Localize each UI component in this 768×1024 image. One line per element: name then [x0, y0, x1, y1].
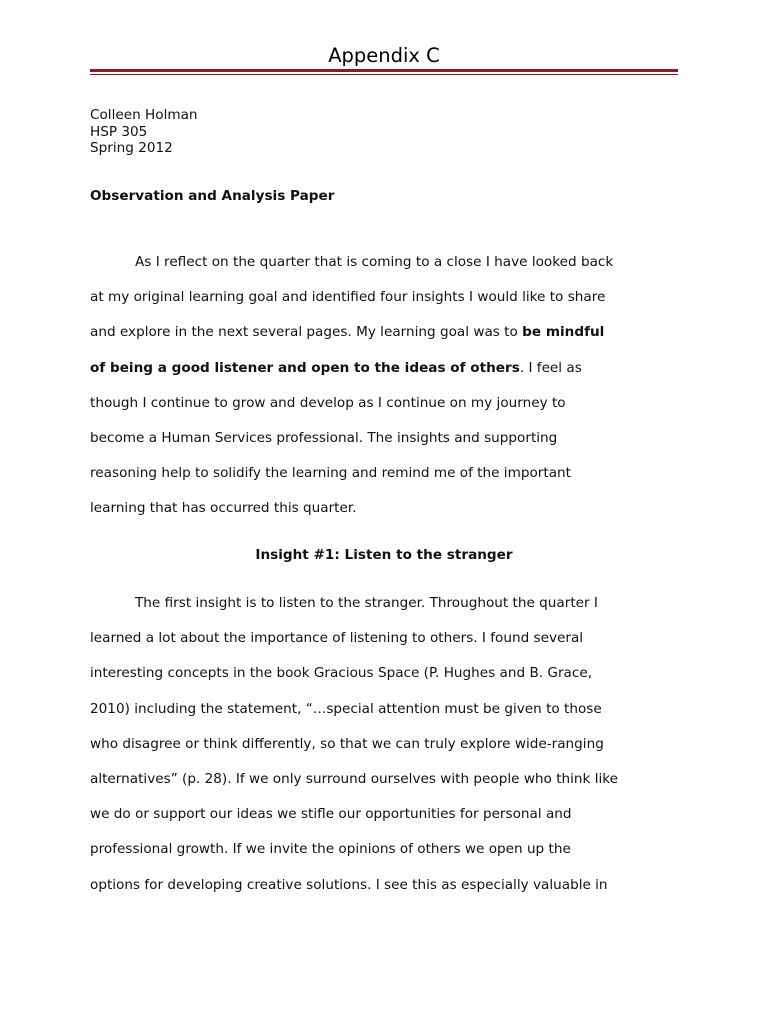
paragraph-line: though I continue to grow and develop as I continue on my journey to	[90, 394, 566, 411]
paragraph-line: professional growth. If we invite the opinions of others we open up the	[90, 841, 571, 858]
paragraph-line: reasoning help to solidify the learning and remind me of the important	[90, 465, 571, 482]
insight-1-heading: Insight #1: Listen to the stranger	[255, 547, 513, 563]
paragraph-line: learning that has occurred this quarter.	[90, 500, 357, 517]
header-rule-thick	[90, 69, 678, 72]
paragraph-line: options for developing creative solutions. I see this as especially valuable in	[90, 876, 608, 893]
paragraph-line: 2010) including the statement, “…special attention must be given to those	[90, 700, 602, 717]
paragraph-line: we do or support our ideas we stifle our opportunities for personal and	[90, 806, 572, 823]
paragraph-line: alternatives” (p. 28). If we only surround ourselves with people who think like	[90, 770, 619, 787]
paragraph-line: at my original learning goal and identified four insights I would like to share	[90, 289, 606, 306]
author-block	[90, 107, 198, 157]
intro-paragraph	[90, 253, 680, 535]
header-title: Appendix C	[328, 44, 440, 67]
paper-title: Observation and Analysis Paper	[90, 188, 335, 204]
learning-goal-emphasis: be mindful	[522, 324, 605, 341]
course-code: HSP 305	[90, 123, 148, 140]
term: Spring 2012	[90, 140, 173, 156]
paragraph-line	[90, 323, 680, 358]
author-name: Colleen Holman	[90, 107, 198, 123]
paragraph-text: and explore in the next several pages. My learning goal was to	[90, 324, 523, 341]
paragraph-line	[90, 359, 680, 394]
paragraph-line: become a Human Services professional. The insights and supporting	[90, 429, 558, 446]
learning-goal-emphasis: of being a good listener and open to the ideas of others	[90, 359, 520, 376]
header-rule-thin	[90, 74, 678, 75]
insight-1-paragraph	[90, 594, 680, 911]
paragraph-text: . I feel as	[519, 359, 582, 376]
paragraph-line: learned a lot about the importance of listening to others. I found several	[90, 630, 584, 647]
paragraph-line: interesting concepts in the book Gracious Space (P. Hughes and B. Grace,	[90, 665, 593, 682]
paragraph-line: who disagree or think differently, so that we can truly explore wide-ranging	[90, 735, 604, 752]
paragraph-line: The first insight is to listen to the stranger. Throughout the quarter I	[135, 595, 598, 611]
paragraph-line: As I reflect on the quarter that is coming to a close I have looked back	[135, 254, 614, 270]
